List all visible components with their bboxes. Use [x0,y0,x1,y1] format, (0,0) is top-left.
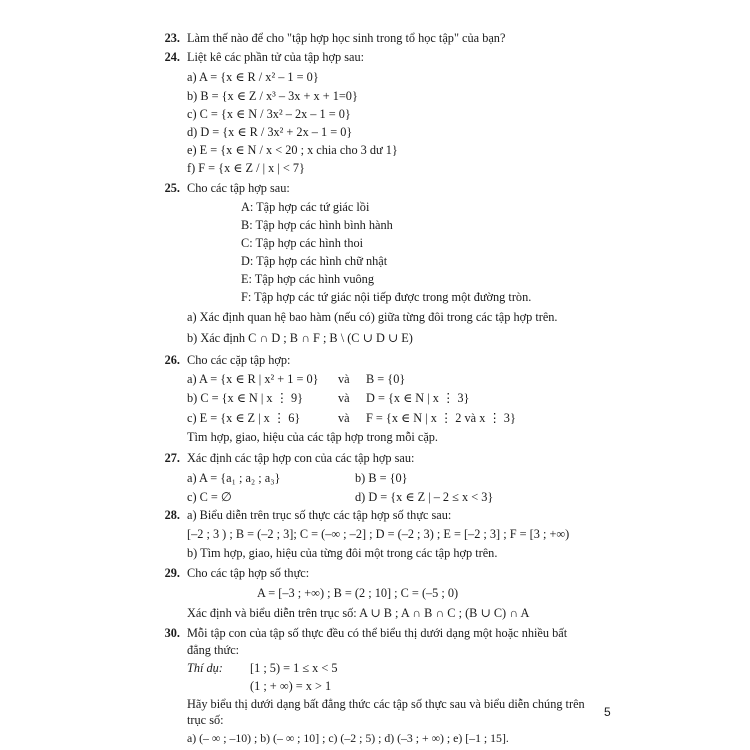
problem-30-line: Mỗi tập con của tập số thực đều có thể biểu thị dưới dạng một hoặc nhiều bất [187,626,568,640]
problem-26-left: b) C = {x ∈ N | x ⋮ 9} [187,391,304,405]
problem-26-right: D = {x ∈ N | x ⋮ 3} [366,391,470,405]
problem-number: 28. [164,508,180,522]
problem-28-sets: [–2 ; 3 ) ; B = (–2 ; 3]; C = (–∞ ; –2] ; D = (–2 ; 3) ; E = [–2 ; 3] ; F = [3 ; +∞) [187,527,570,541]
problem-30-line: a) (– ∞ ; –10) ; b) (– ∞ ; 10] ; c) (–2 ; 5) ; d) (–3 ; + ∞) ; e) [–1 ; 15]. [187,731,509,745]
problem-30-line: đẳng thức: [187,643,240,657]
problem-27-part-a: a) A = {a₁ ; a₂ ; a₃} [187,471,281,485]
problem-24-item: c) C = {x ∈ N / 3x² – 2x – 1 = 0} [187,107,351,121]
problem-25-set: C: Tập hợp các hình thoi [241,236,364,250]
problem-number: 26. [164,353,180,367]
problem-26-right: F = {x ∈ N | x ⋮ 2 và x ⋮ 3} [366,411,516,425]
problem-24-item: f) F = {x ∈ Z / | x | < 7} [187,161,305,175]
problem-26-right: B = {0} [366,372,406,386]
problem-number: 23. [164,31,180,45]
problem-29-sets: A = [–3 ; +∞) ; B = (2 ; 10] ; C = (–5 ; 0) [257,586,459,600]
problem-24-item: d) D = {x ∈ R / 3x² + 2x – 1 = 0} [187,125,353,139]
problem-number: 25. [164,181,180,195]
problem-26-and: và [338,372,350,386]
problem-24-item: a) A = {x ∈ R / x² – 1 = 0} [187,70,319,84]
problem-24-item: b) B = {x ∈ Z / x³ – 3x + x + 1=0} [187,89,358,103]
problem-30-line: trục số: [187,713,224,727]
problem-28-part-a: a) Biểu diễn trên trục số thực các tập hợp số thực sau: [187,508,452,522]
problem-30-example-label [187,662,223,674]
problem-25-intro: Cho các tập hợp sau: [187,181,290,195]
problem-25-set: D: Tập hợp các hình chữ nhật [241,254,388,268]
problem-27-intro: Xác định các tập hợp con của các tập hợp sau: [187,451,415,465]
problem-26-left: a) A = {x ∈ R | x² + 1 = 0} [187,372,319,386]
problem-29-intro: Cho các tập hợp số thực: [187,566,310,580]
problem-30-line: Hãy biểu thị dưới dạng bất đẳng thức các tập số thực sau và biểu diễn chúng trên [187,697,585,711]
problem-24-intro: Liệt kê các phần tử của tập hợp sau: [187,50,365,64]
problem-26-tail: Tìm hợp, giao, hiệu của các tập hợp trong mỗi cặp. [187,430,439,444]
problem-25-part-a: a) Xác định quan hệ bao hàm (nếu có) giữa từng đôi trong các tập hợp trên. [187,310,558,324]
problem-25-set: B: Tập hợp các hình bình hành [241,218,393,232]
problem-26-and: và [338,391,350,405]
problem-number: 30. [164,626,180,640]
example-label-text: Thí dụ: [187,661,223,675]
problem-number: 29. [164,566,180,580]
page-number: 5 [604,705,611,719]
problem-27-part-c: c) C = ∅ [187,490,232,504]
problem-26-intro: Cho các cặp tập hợp: [187,353,291,367]
problem-29-task: Xác định và biểu diễn trên trục số: A ∪ B ; A ∩ B ∩ C ; (B ∪ C) ∩ A [187,606,530,620]
problem-27-part-b: b) B = {0} [355,471,408,485]
problem-24-item: e) E = {x ∈ N / x < 20 ; x chia cho 3 dư 1} [187,143,398,157]
problem-25-set: A: Tập hợp các tứ giác lồi [241,200,370,214]
problem-26-left: c) E = {x ∈ Z | x ⋮ 6} [187,411,301,425]
problem-25-set: E: Tập hợp các hình vuông [241,272,374,286]
problem-27-part-d: d) D = {x ∈ Z | – 2 ≤ x < 3} [355,490,494,504]
problem-23-text: Làm thế nào để cho "tập hợp học sinh trong tổ học tập" của bạn? [187,31,506,45]
problem-26-and: và [338,411,350,425]
problem-25-set: F: Tập hợp các tứ giác nội tiếp được trong một đường tròn. [241,290,532,304]
problem-28-part-b: b) Tìm hợp, giao, hiệu của từng đôi một trong các tập hợp trên. [187,546,498,560]
problem-30-example: (1 ; + ∞) = x > 1 [250,679,332,693]
problem-number: 27. [164,451,180,465]
problem-25-part-b: b) Xác định C ∩ D ; B ∩ F ; B \ (C ∪ D ∪ E) [187,331,413,345]
problem-number: 24. [164,50,180,64]
problem-30-example: [1 ; 5) = 1 ≤ x < 5 [250,661,338,675]
